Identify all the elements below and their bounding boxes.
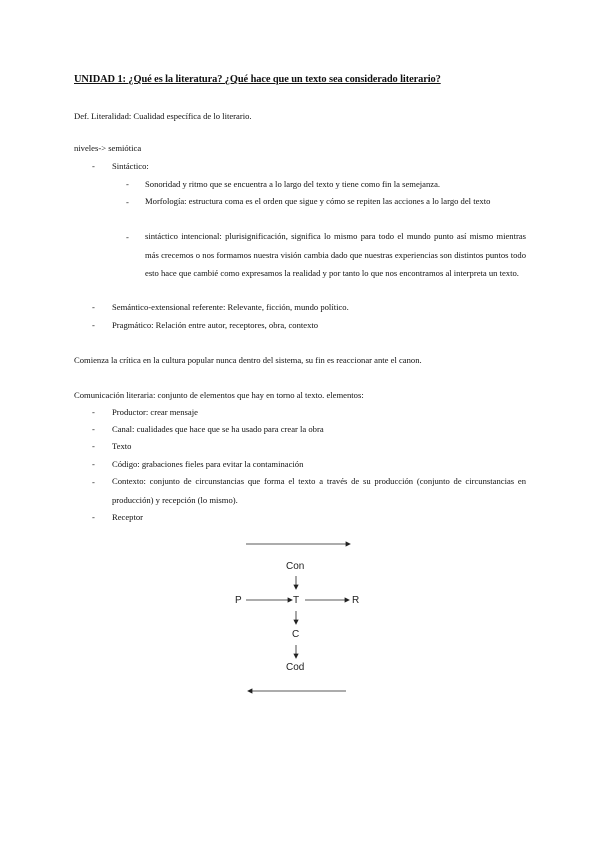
bullet-dash: - [92,424,95,434]
comunicacion-item-contexto: Contexto: conjunto de circunstancias que forma el texto a través de su producción (conjunto de circunstancias en producción) y recepción (lo mismo). [112,476,526,505]
niveles-heading: niveles-> semiótica [74,143,142,153]
comunicacion-item-productor: Productor: crear mensaje [112,407,198,417]
comunicacion-item-canal: Canal: cualidades que hace que se ha usado para crear la obra [112,424,324,434]
diagram-label-r: R [352,595,360,606]
bullet-dash: - [92,407,95,417]
t-to-r-arrowhead [345,598,349,602]
bullet-dash: - [92,477,95,487]
definition-text: Def. Literalidad: Cualidad específica de lo literario. [74,111,252,121]
t-to-c-arrowhead [294,620,298,624]
bullet-dash: - [92,161,95,171]
comunicacion-item-texto: Texto [112,441,132,451]
c-to-cod-arrowhead [294,654,298,658]
pragmatico-item: Pragmático: Relación entre autor, receptores, obra, contexto [112,320,319,330]
bullet-dash: - [126,232,129,242]
bullet-dash: - [92,512,95,522]
semantico-item: Semántico-extensional referente: Relevante, ficción, mundo político. [112,302,349,312]
page-title: UNIDAD 1: ¿Qué es la literatura? ¿Qué hace que un texto sea considerado literario? [74,74,441,85]
comunicacion-item-receptor: Receptor [112,512,144,522]
bullet-dash: - [126,179,129,189]
sintactico-item-morfologia: Morfología: estructura coma es el orden que sigue y cómo se repiten las acciones a lo largo del texto [145,196,491,206]
diagram-label-con: Con [286,561,305,572]
p-to-t-arrowhead [288,598,292,602]
bullet-dash: - [92,302,95,312]
bullet-dash: - [92,320,95,330]
critica-text: Comienza la crítica en la cultura popular nunca dentro del sistema, su fin es reaccionar ante el canon. [74,355,422,365]
sintactico-item-sonoridad: Sonoridad y ritmo que se encuentra a lo largo del texto y tiene como fin la semejanza. [145,179,441,189]
con-to-t-arrowhead [294,585,298,589]
sintactico-label: Sintáctico: [112,161,149,171]
bullet-dash: - [92,459,95,469]
diagram-label-t: T [293,595,300,606]
comunicacion-item-codigo: Código: grabaciones fieles para evitar la contaminación [112,459,304,469]
diagram-label-cod: Cod [286,662,305,673]
diagram-label-c: C [292,629,300,640]
comunicacion-intro: Comunicación literaria: conjunto de elementos que hay en torno al texto. elementos: [74,390,364,400]
bullet-dash: - [92,441,95,451]
bottom-arrowhead [248,689,252,693]
sintactico-item-intencional: sintáctico intencional: plurisignificación, significa lo mismo para todo el mundo punto así mismo mientras más crecemos o nos formamos nuestra visión cambia dado que nuestras experiencias son distintos puntos todo esto hace que cambié como expresamos la realidad y por tanto lo que nos encontramos al interpreta un texto. [145,231,526,278]
bullet-dash: - [126,197,129,207]
top-arrowhead [346,542,350,546]
diagram-label-p: P [235,595,242,606]
